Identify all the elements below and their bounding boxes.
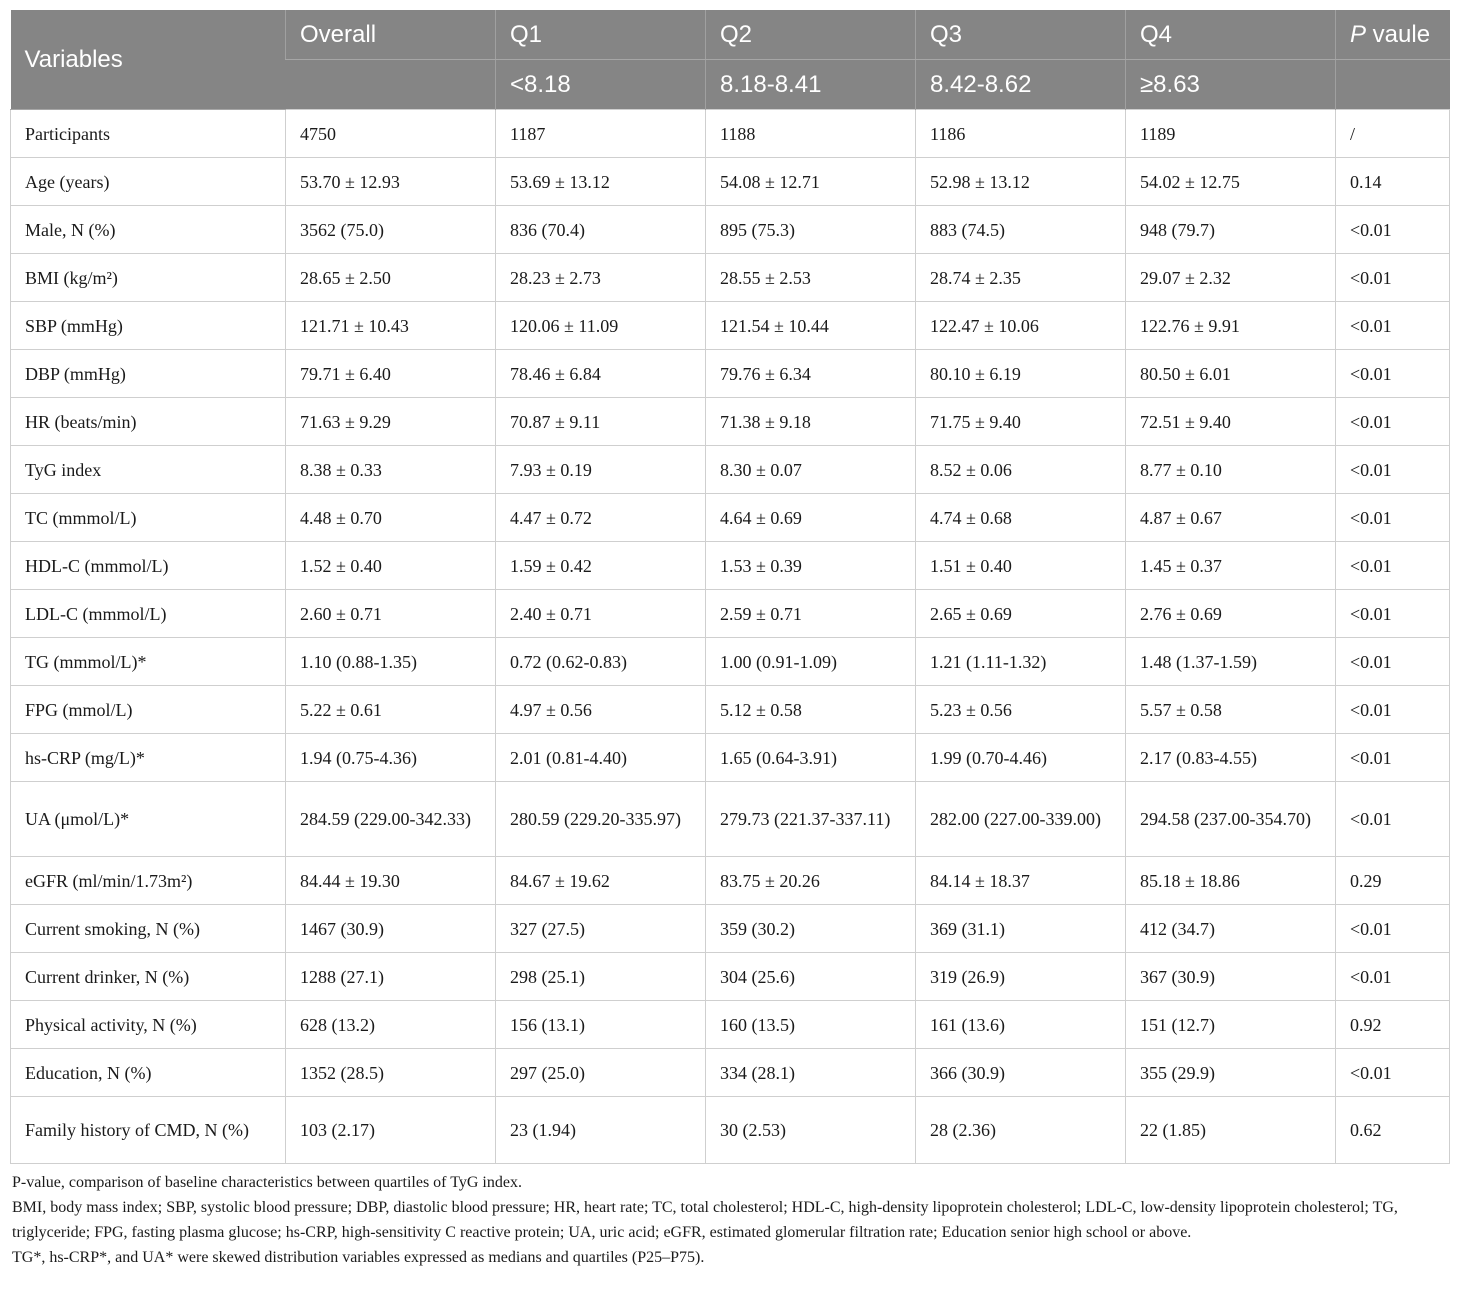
table-cell: 160 (13.5) bbox=[706, 1001, 916, 1049]
table-cell: 8.77 ± 0.10 bbox=[1126, 446, 1336, 494]
table-cell: 282.00 (227.00-339.00) bbox=[916, 782, 1126, 857]
table-row bbox=[11, 590, 1450, 638]
row-label: Participants bbox=[11, 110, 286, 158]
table-cell: 71.75 ± 9.40 bbox=[916, 398, 1126, 446]
table-cell: 28.55 ± 2.53 bbox=[706, 254, 916, 302]
row-label: Physical activity, N (%) bbox=[11, 1001, 286, 1049]
p-suffix: vaule bbox=[1366, 20, 1431, 48]
row-label: TC (mmmol/L) bbox=[11, 494, 286, 542]
table-cell: 29.07 ± 2.32 bbox=[1126, 254, 1336, 302]
table-cell: 1288 (27.1) bbox=[286, 953, 496, 1001]
table-cell: 294.58 (237.00-354.70) bbox=[1126, 782, 1336, 857]
row-label: UA (μmol/L)* bbox=[11, 782, 286, 857]
table-cell: 5.12 ± 0.58 bbox=[706, 686, 916, 734]
table-cell: 279.73 (221.37-337.11) bbox=[706, 782, 916, 857]
table-cell: 1.53 ± 0.39 bbox=[706, 542, 916, 590]
table-cell: 355 (29.9) bbox=[1126, 1049, 1336, 1097]
row-label: hs-CRP (mg/L)* bbox=[11, 734, 286, 782]
table-cell: 298 (25.1) bbox=[496, 953, 706, 1001]
table-cell: 54.02 ± 12.75 bbox=[1126, 158, 1336, 206]
table-cell: 8.38 ± 0.33 bbox=[286, 446, 496, 494]
table-cell: 1352 (28.5) bbox=[286, 1049, 496, 1097]
table-row bbox=[11, 302, 1450, 350]
p-value-cell: 0.29 bbox=[1336, 857, 1450, 905]
table-cell: 122.76 ± 9.91 bbox=[1126, 302, 1336, 350]
table-cell: 4.97 ± 0.56 bbox=[496, 686, 706, 734]
table-cell: 84.14 ± 18.37 bbox=[916, 857, 1126, 905]
p-value-cell: <0.01 bbox=[1336, 350, 1450, 398]
p-value-cell: <0.01 bbox=[1336, 782, 1450, 857]
table-cell: 319 (26.9) bbox=[916, 953, 1126, 1001]
table-cell: 1.52 ± 0.40 bbox=[286, 542, 496, 590]
table-cell: 1.00 (0.91-1.09) bbox=[706, 638, 916, 686]
p-value-cell: <0.01 bbox=[1336, 206, 1450, 254]
footnote-skewed: TG*, hs-CRP*, and UA* were skewed distribution variables expressed as medians and quartiles (P25–P75). bbox=[12, 1249, 705, 1266]
table-cell: 1.59 ± 0.42 bbox=[496, 542, 706, 590]
p-value-cell: <0.01 bbox=[1336, 734, 1450, 782]
p-value-cell: <0.01 bbox=[1336, 953, 1450, 1001]
table-cell: 304 (25.6) bbox=[706, 953, 916, 1001]
p-prefix: P bbox=[1350, 20, 1367, 48]
table-cell: 367 (30.9) bbox=[1126, 953, 1336, 1001]
row-label: DBP (mmHg) bbox=[11, 350, 286, 398]
header-q2-range: 8.18-8.41 bbox=[706, 60, 916, 110]
table-row bbox=[11, 158, 1450, 206]
table-cell: 334 (28.1) bbox=[706, 1049, 916, 1097]
table-cell: 366 (30.9) bbox=[916, 1049, 1126, 1097]
table-cell: 2.40 ± 0.71 bbox=[496, 590, 706, 638]
table-cell: 53.69 ± 13.12 bbox=[496, 158, 706, 206]
table-cell: 4.47 ± 0.72 bbox=[496, 494, 706, 542]
row-label: Family history of CMD, N (%) bbox=[11, 1097, 286, 1164]
table-cell: 5.22 ± 0.61 bbox=[286, 686, 496, 734]
table-row bbox=[11, 398, 1450, 446]
table-cell: 4.64 ± 0.69 bbox=[706, 494, 916, 542]
table-cell: 284.59 (229.00-342.33) bbox=[286, 782, 496, 857]
table-cell: 151 (12.7) bbox=[1126, 1001, 1336, 1049]
table-row bbox=[11, 254, 1450, 302]
table-cell: 3562 (75.0) bbox=[286, 206, 496, 254]
table-row bbox=[11, 857, 1450, 905]
row-label: FPG (mmol/L) bbox=[11, 686, 286, 734]
baseline-characteristics-table bbox=[10, 10, 1450, 1164]
table-cell: 161 (13.6) bbox=[916, 1001, 1126, 1049]
table-cell: 120.06 ± 11.09 bbox=[496, 302, 706, 350]
p-value-cell: 0.14 bbox=[1336, 158, 1450, 206]
table-cell: 80.10 ± 6.19 bbox=[916, 350, 1126, 398]
table-cell: 4750 bbox=[286, 110, 496, 158]
footnote-p-value: P-value, comparison of baseline characteristics between quartiles of TyG index. bbox=[12, 1174, 522, 1191]
table-row bbox=[11, 206, 1450, 254]
p-value-cell: 0.62 bbox=[1336, 1097, 1450, 1164]
table-cell: 0.72 (0.62-0.83) bbox=[496, 638, 706, 686]
table-cell: 156 (13.1) bbox=[496, 1001, 706, 1049]
table-cell: 85.18 ± 18.86 bbox=[1126, 857, 1336, 905]
table-cell: 628 (13.2) bbox=[286, 1001, 496, 1049]
table-cell: 28.65 ± 2.50 bbox=[286, 254, 496, 302]
header-q3: Q3 bbox=[916, 10, 1126, 60]
table-row bbox=[11, 1049, 1450, 1097]
table-body bbox=[11, 110, 1450, 1164]
p-value-cell: <0.01 bbox=[1336, 686, 1450, 734]
table-cell: 84.67 ± 19.62 bbox=[496, 857, 706, 905]
table-row bbox=[11, 638, 1450, 686]
table-cell: 412 (34.7) bbox=[1126, 905, 1336, 953]
header-q4-range: ≥8.63 bbox=[1126, 60, 1336, 110]
row-label: HR (beats/min) bbox=[11, 398, 286, 446]
table-cell: 70.87 ± 9.11 bbox=[496, 398, 706, 446]
p-value-cell: <0.01 bbox=[1336, 905, 1450, 953]
table-cell: 30 (2.53) bbox=[706, 1097, 916, 1164]
row-label: HDL-C (mmmol/L) bbox=[11, 542, 286, 590]
row-label: Current smoking, N (%) bbox=[11, 905, 286, 953]
table-cell: 28.74 ± 2.35 bbox=[916, 254, 1126, 302]
table-cell: 895 (75.3) bbox=[706, 206, 916, 254]
row-label: eGFR (ml/min/1.73m²) bbox=[11, 857, 286, 905]
header-q2: Q2 bbox=[706, 10, 916, 60]
table-container bbox=[10, 10, 1449, 1270]
row-label: Age (years) bbox=[11, 158, 286, 206]
table-cell: 369 (31.1) bbox=[916, 905, 1126, 953]
table-cell: 22 (1.85) bbox=[1126, 1097, 1336, 1164]
table-cell: 84.44 ± 19.30 bbox=[286, 857, 496, 905]
table-cell: 2.76 ± 0.69 bbox=[1126, 590, 1336, 638]
header-variables: Variables bbox=[11, 10, 286, 110]
header-q3-range: 8.42-8.62 bbox=[916, 60, 1126, 110]
table-row bbox=[11, 350, 1450, 398]
table-cell: 28 (2.36) bbox=[916, 1097, 1126, 1164]
table-cell: 2.60 ± 0.71 bbox=[286, 590, 496, 638]
table-row bbox=[11, 782, 1450, 857]
table-cell: 327 (27.5) bbox=[496, 905, 706, 953]
p-value-cell: <0.01 bbox=[1336, 398, 1450, 446]
table-row bbox=[11, 686, 1450, 734]
table-cell: 54.08 ± 12.71 bbox=[706, 158, 916, 206]
row-label: TG (mmmol/L)* bbox=[11, 638, 286, 686]
p-value-cell: <0.01 bbox=[1336, 446, 1450, 494]
p-value-cell: <0.01 bbox=[1336, 494, 1450, 542]
table-cell: 1.48 (1.37-1.59) bbox=[1126, 638, 1336, 686]
table-cell: 1186 bbox=[916, 110, 1126, 158]
table-cell: 79.71 ± 6.40 bbox=[286, 350, 496, 398]
p-value-cell: <0.01 bbox=[1336, 254, 1450, 302]
p-value-cell: <0.01 bbox=[1336, 638, 1450, 686]
table-cell: 1.45 ± 0.37 bbox=[1126, 542, 1336, 590]
table-row bbox=[11, 1001, 1450, 1049]
table-footnotes bbox=[10, 1170, 1442, 1270]
table-cell: 2.17 (0.83-4.55) bbox=[1126, 734, 1336, 782]
table-cell: 280.59 (229.20-335.97) bbox=[496, 782, 706, 857]
table-row bbox=[11, 1097, 1450, 1164]
table-row bbox=[11, 905, 1450, 953]
row-label: SBP (mmHg) bbox=[11, 302, 286, 350]
table-cell: 1.51 ± 0.40 bbox=[916, 542, 1126, 590]
table-cell: 2.65 ± 0.69 bbox=[916, 590, 1126, 638]
p-value-cell: <0.01 bbox=[1336, 302, 1450, 350]
table-cell: 1.94 (0.75-4.36) bbox=[286, 734, 496, 782]
table-cell: 80.50 ± 6.01 bbox=[1126, 350, 1336, 398]
table-row bbox=[11, 110, 1450, 158]
header-q1-range: <8.18 bbox=[496, 60, 706, 110]
table-cell: 5.23 ± 0.56 bbox=[916, 686, 1126, 734]
table-cell: 948 (79.7) bbox=[1126, 206, 1336, 254]
row-label: TyG index bbox=[11, 446, 286, 494]
header-overall-range bbox=[286, 60, 496, 110]
table-cell: 71.38 ± 9.18 bbox=[706, 398, 916, 446]
p-value-cell: <0.01 bbox=[1336, 1049, 1450, 1097]
row-label: Male, N (%) bbox=[11, 206, 286, 254]
table-row bbox=[11, 953, 1450, 1001]
p-value-cell: <0.01 bbox=[1336, 590, 1450, 638]
table-cell: 5.57 ± 0.58 bbox=[1126, 686, 1336, 734]
table-cell: 297 (25.0) bbox=[496, 1049, 706, 1097]
table-cell: 836 (70.4) bbox=[496, 206, 706, 254]
table-cell: 1.65 (0.64-3.91) bbox=[706, 734, 916, 782]
header-p-range bbox=[1336, 60, 1450, 110]
table-cell: 883 (74.5) bbox=[916, 206, 1126, 254]
table-cell: 121.71 ± 10.43 bbox=[286, 302, 496, 350]
table-cell: 53.70 ± 12.93 bbox=[286, 158, 496, 206]
table-cell: 8.52 ± 0.06 bbox=[916, 446, 1126, 494]
table-cell: 2.59 ± 0.71 bbox=[706, 590, 916, 638]
table-cell: 359 (30.2) bbox=[706, 905, 916, 953]
table-cell: 2.01 (0.81-4.40) bbox=[496, 734, 706, 782]
header-q4: Q4 bbox=[1126, 10, 1336, 60]
table-cell: 78.46 ± 6.84 bbox=[496, 350, 706, 398]
table-cell: 23 (1.94) bbox=[496, 1097, 706, 1164]
row-label: Education, N (%) bbox=[11, 1049, 286, 1097]
table-cell: 7.93 ± 0.19 bbox=[496, 446, 706, 494]
table-cell: 1187 bbox=[496, 110, 706, 158]
p-value-cell: / bbox=[1336, 110, 1450, 158]
table-cell: 83.75 ± 20.26 bbox=[706, 857, 916, 905]
table-cell: 71.63 ± 9.29 bbox=[286, 398, 496, 446]
table-row bbox=[11, 542, 1450, 590]
table-cell: 1.10 (0.88-1.35) bbox=[286, 638, 496, 686]
table-cell: 1467 (30.9) bbox=[286, 905, 496, 953]
table-cell: 79.76 ± 6.34 bbox=[706, 350, 916, 398]
table-row bbox=[11, 494, 1450, 542]
table-cell: 52.98 ± 13.12 bbox=[916, 158, 1126, 206]
header-q1: Q1 bbox=[496, 10, 706, 60]
row-label: Current drinker, N (%) bbox=[11, 953, 286, 1001]
table-cell: 1189 bbox=[1126, 110, 1336, 158]
table-cell: 1188 bbox=[706, 110, 916, 158]
header-overall: Overall bbox=[286, 10, 496, 60]
p-value-cell: <0.01 bbox=[1336, 542, 1450, 590]
table-cell: 8.30 ± 0.07 bbox=[706, 446, 916, 494]
table-cell: 122.47 ± 10.06 bbox=[916, 302, 1126, 350]
table-cell: 28.23 ± 2.73 bbox=[496, 254, 706, 302]
table-cell: 103 (2.17) bbox=[286, 1097, 496, 1164]
table-cell: 1.21 (1.11-1.32) bbox=[916, 638, 1126, 686]
header-p-value bbox=[1336, 10, 1450, 60]
table-cell: 4.87 ± 0.67 bbox=[1126, 494, 1336, 542]
table-cell: 72.51 ± 9.40 bbox=[1126, 398, 1336, 446]
table-cell: 4.48 ± 0.70 bbox=[286, 494, 496, 542]
table-row bbox=[11, 446, 1450, 494]
table-cell: 121.54 ± 10.44 bbox=[706, 302, 916, 350]
row-label: LDL-C (mmmol/L) bbox=[11, 590, 286, 638]
table-cell: 4.74 ± 0.68 bbox=[916, 494, 1126, 542]
footnote-abbreviations: BMI, body mass index; SBP, systolic blood pressure; DBP, diastolic blood pressure; HR, heart rate; TC, total cholesterol; HDL-C, high-density lipoprotein cholesterol; LDL-C, low-density lipoprotein cholesterol; TG, triglyceride; FPG, fasting plasma glucose; hs-CRP, high-sensitivity C reactive protein; UA, uric acid; eGFR, estimated glomerular filtration rate; Education senior high school or above. bbox=[12, 1199, 1398, 1241]
row-label: BMI (kg/m²) bbox=[11, 254, 286, 302]
table-row bbox=[11, 734, 1450, 782]
p-value-cell: 0.92 bbox=[1336, 1001, 1450, 1049]
table-cell: 1.99 (0.70-4.46) bbox=[916, 734, 1126, 782]
